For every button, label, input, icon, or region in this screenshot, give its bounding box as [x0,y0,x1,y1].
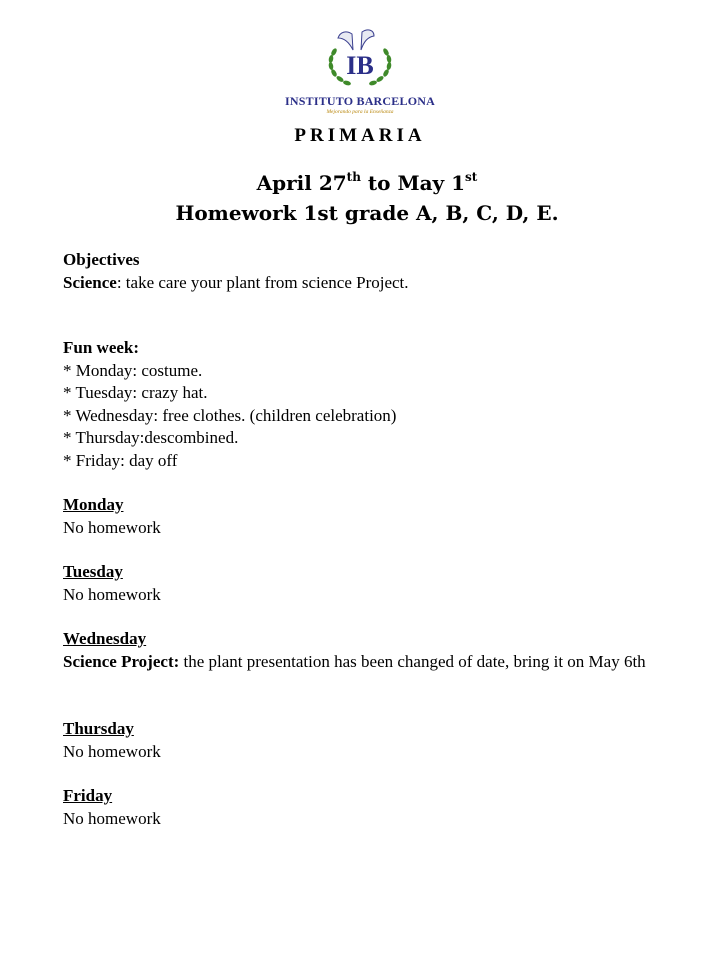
monday-section [63,494,161,539]
school-logo [278,28,442,124]
list-item: * Tuesday: crazy hat. [63,383,208,402]
division-heading: PRIMARIA [294,125,426,146]
list-item: * Thursday:descombined. [63,428,239,447]
homework-title: Homework 1st grade A, B, C, D, E. [175,201,559,225]
wednesday-heading: Wednesday [63,629,147,648]
logo-school-name: INSTITUTO BARCELONA [285,94,435,108]
objectives-heading: Objectives [63,250,140,269]
monday-text: No homework [63,517,161,537]
science-objective: Science: take care your plant from science Project. [63,272,409,292]
svg-text:IB: IB [346,51,374,80]
wednesday-text: Science Project: the plant presentation has been changed of date, bring it on May 6th [63,651,646,671]
thursday-heading: Thursday [63,719,134,738]
fun-week-heading: Fun week: [63,338,140,357]
friday-text: No homework [63,808,161,828]
list-item: * Wednesday: free clothes. (children celebration) [63,405,397,425]
tuesday-heading: Tuesday [63,562,123,581]
logo-slogan: Mejorando para la Enseñanza [326,109,394,115]
friday-heading: Friday [63,786,113,805]
objectives-section [63,249,409,294]
tuesday-section [63,561,161,606]
thursday-section [63,718,161,763]
date-range-title: April 27th to May 1st [256,170,478,195]
monday-heading: Monday [63,495,124,514]
friday-section [63,785,161,830]
list-item: * Friday: day off [63,450,178,470]
list-item: * Monday: costume. [63,360,203,380]
laurel-emblem-icon [322,28,398,92]
thursday-text: No homework [63,741,161,761]
fun-week-section [63,337,396,472]
wednesday-section [63,628,648,673]
tuesday-text: No homework [63,584,161,604]
